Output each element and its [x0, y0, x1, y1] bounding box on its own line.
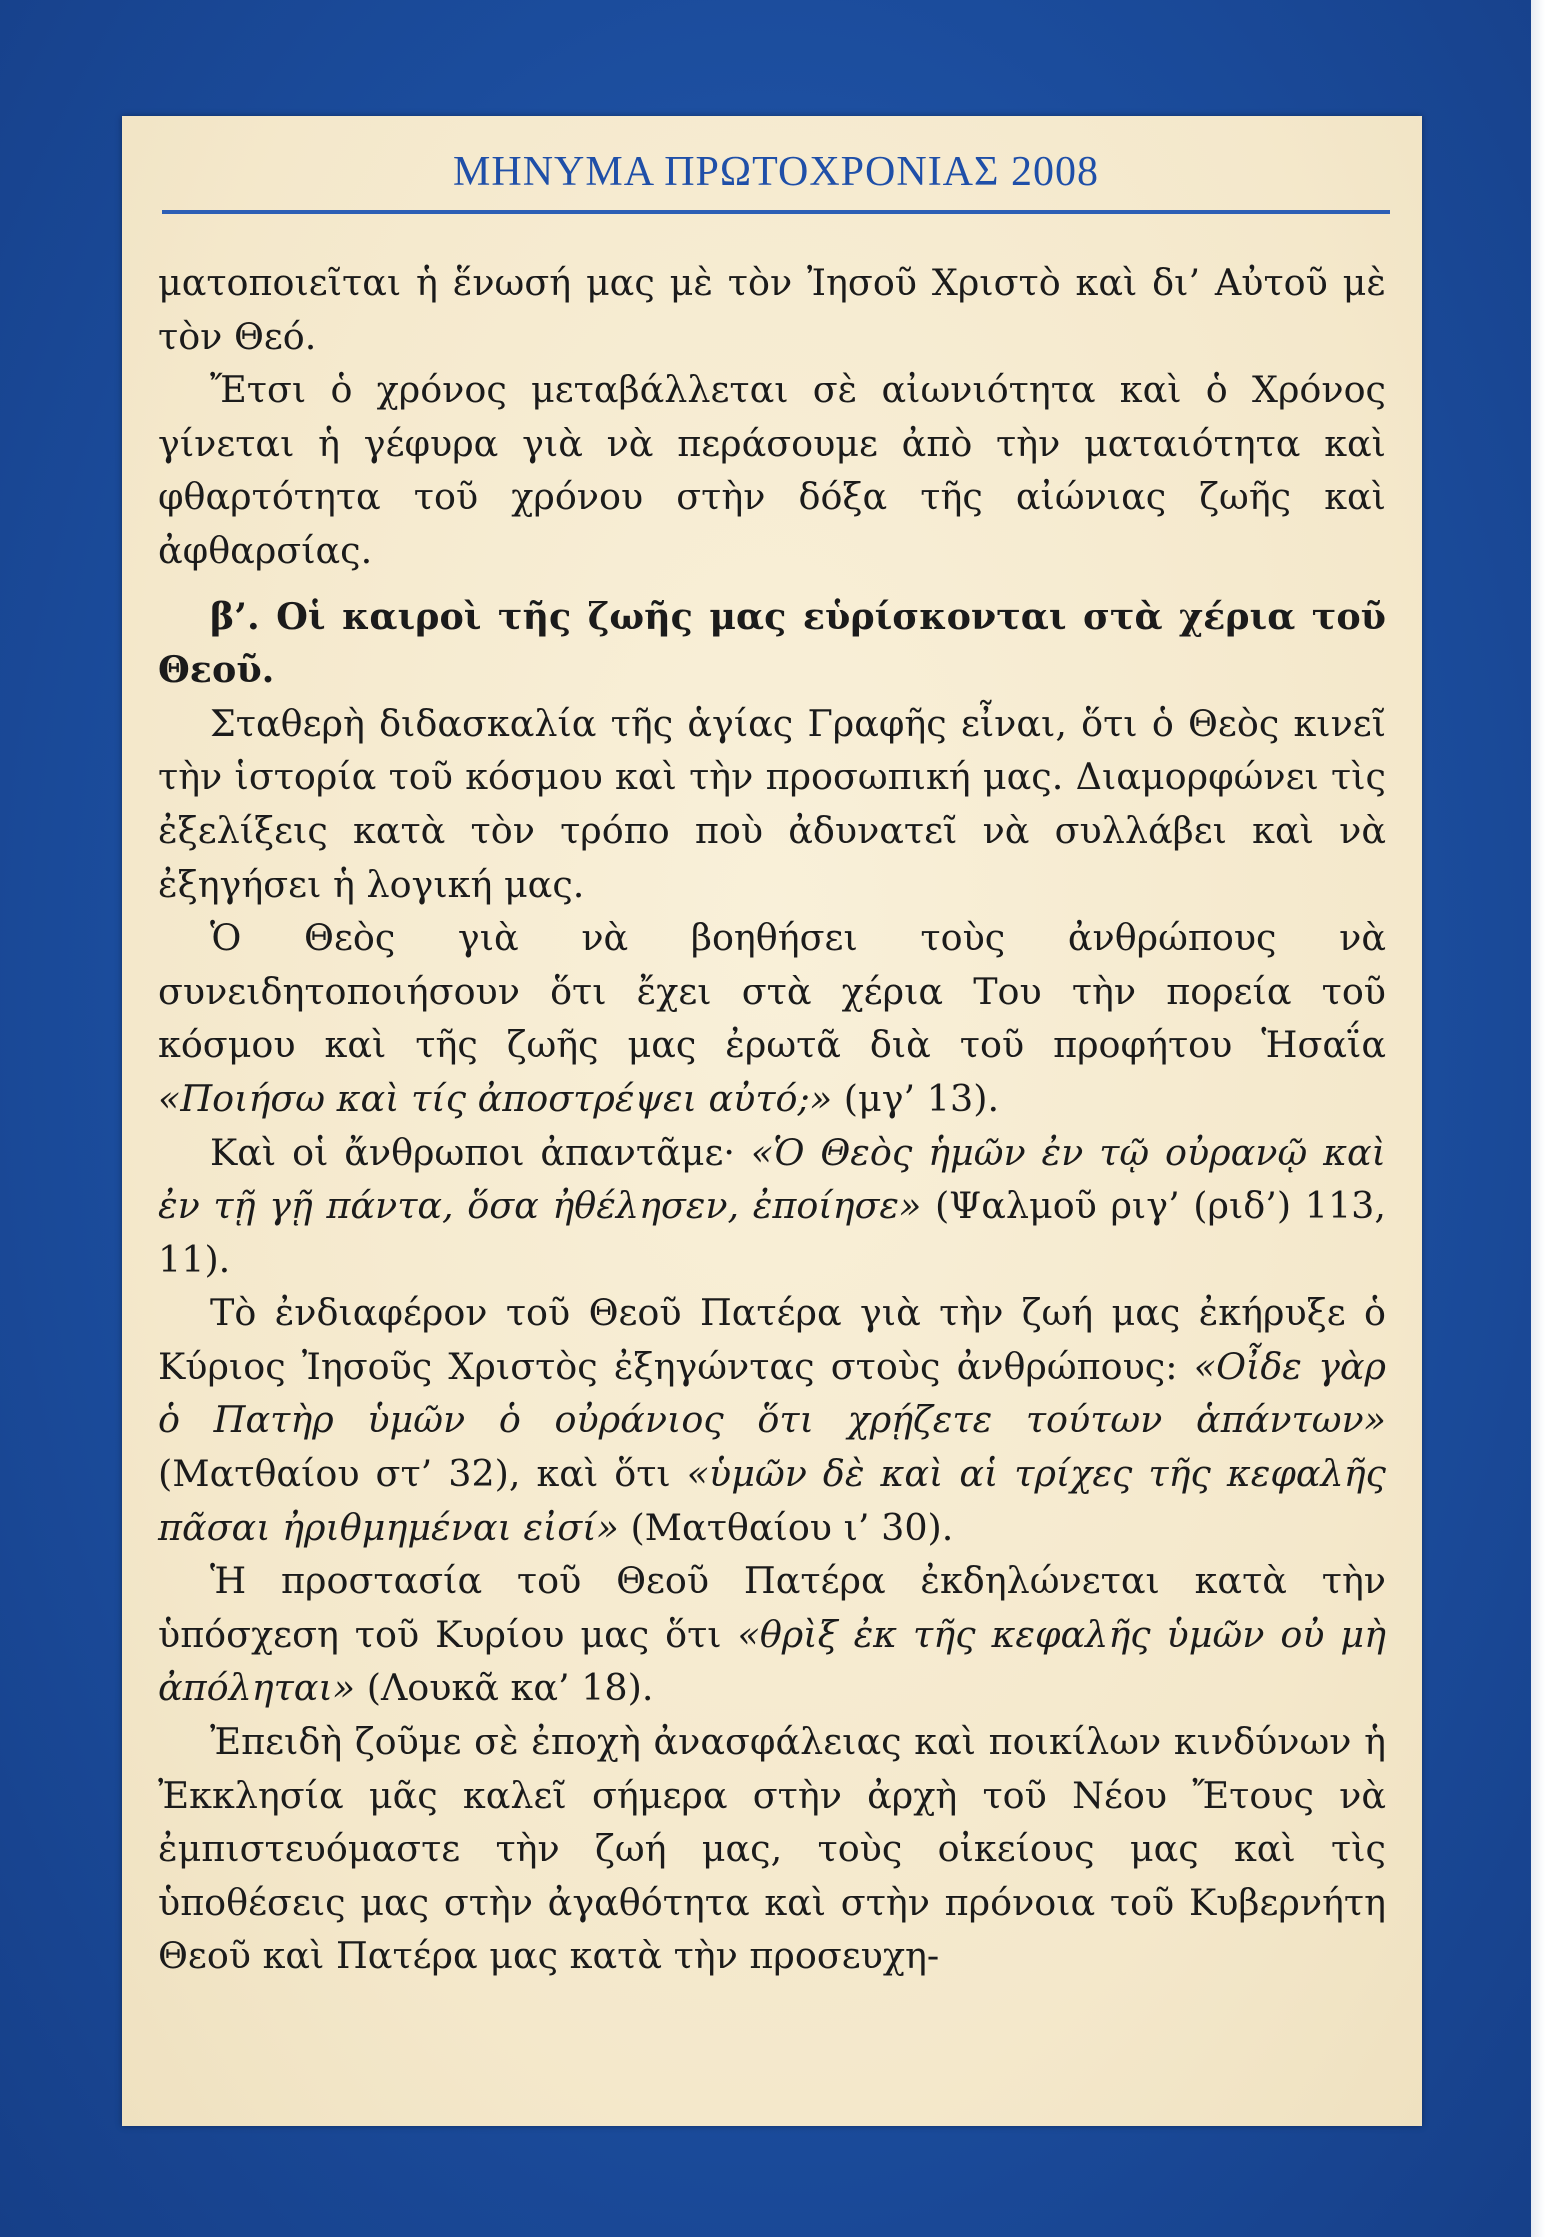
paragraph: [158, 1286, 1386, 1554]
text-run: Ἔτσι ὁ χρόνος μεταβάλλεται σὲ αἰωνιότητα καὶ ὁ Χρόνος γίνεται ἡ γέφυρα γιὰ νὰ περάσουμε ἀπὸ τὴν ματαιότητα καὶ φθαρτότητα τοῦ χρόνου στὴν δόξα τῆς αἰώνιας ζωῆς καὶ ἀφθαρσίας.: [158, 368, 1386, 572]
quote-text: «Οἶδε γὰρ ὁ Πατὴρ ὑμῶν ὁ οὐράνιος ὅτι χρῄζετε τούτων ἁπάντων»: [158, 1344, 1386, 1442]
paragraph: [158, 363, 1386, 577]
page-edge: [1531, 0, 1545, 2237]
quote-text: «Ὁ Θεὸς ἡμῶν ἐν τῷ οὐρανῷ καὶ ἐν τῇ γῇ πάντα, ὅσα ἠθέλησεν, ἐποίησε»: [158, 1130, 1386, 1228]
text-run: (Ματθαίου ι’ 30).: [618, 1505, 954, 1549]
page-title: ΜΗΝΥΜΑ ΠΡΩΤΟΧΡΟΝΙΑΣ 2008: [453, 149, 1099, 195]
paragraph: [158, 1554, 1386, 1715]
document-page: [122, 116, 1422, 2126]
quote-text: «ὑμῶν δὲ καὶ αἱ τρίχες τῆς κεφαλῆς πᾶσαι ἠριθμημέναι εἰσί»: [158, 1452, 1386, 1549]
text-run: (Λουκᾶ κα’ 18).: [355, 1666, 654, 1710]
paragraph: [158, 1126, 1386, 1287]
paragraph: [158, 1715, 1386, 1983]
section-heading: [158, 590, 1386, 697]
paragraph: [158, 256, 1386, 363]
text-run: Καὶ οἱ ἄνθρωποι ἀπαντᾶμε·: [210, 1130, 751, 1174]
text-run: Ὁ Θεὸς γιὰ νὰ βοηθήσει τοὺς ἀνθρώπους νὰ συνειδητοποιήσουν ὅτι ἔχει στὰ χέρια Του τὴν πορεία τοῦ κόσμου καὶ τῆς ζωῆς μας ἐρωτᾶ διὰ τοῦ προφήτου Ἡσαΐα: [158, 916, 1386, 1067]
quote-text: «θρὶξ ἐκ τῆς κεφαλῆς ὑμῶν οὐ μὴ ἀπόληται»: [158, 1612, 1386, 1710]
paragraph: [158, 911, 1386, 1125]
body-text: [158, 256, 1386, 1983]
text-run: ματοποιεῖται ἡ ἕνωσή μας μὲ τὸν Ἰησοῦ Χριστὸ καὶ δι’ Αὐτοῦ μὲ τὸν Θεό.: [158, 261, 1386, 358]
text-run: (Ψαλμοῦ ριγ’ (ριδ’) 113, 11).: [158, 1184, 1386, 1281]
text-run: (Ματθαίου στ’ 32), καὶ ὅτι: [158, 1452, 687, 1496]
text-run: Ἡ προστασία τοῦ Θεοῦ Πατέρα ἐκδηλώνεται κατὰ τὴν ὑπόσχεση τοῦ Κυρίου μας ὅτι: [158, 1559, 1386, 1656]
text-run: (μγ’ 13).: [832, 1076, 1000, 1120]
paragraph: [158, 697, 1386, 911]
text-run: β’. Οἱ καιροὶ τῆς ζωῆς μας εὑρίσκονται στὰ χέρια τοῦ Θεοῦ.: [158, 594, 1386, 692]
quote-text: «Ποιήσω καὶ τίς ἀποστρέψει αὐτό;»: [158, 1076, 833, 1120]
header-rule: [162, 210, 1390, 214]
text-run: Ἐπειδὴ ζοῦμε σὲ ἐποχὴ ἀνασφάλειας καὶ ποικίλων κινδύνων ἡ Ἐκκλησία μᾶς καλεῖ σήμερα στὴν ἀρχὴ τοῦ Νέου Ἔτους νὰ ἐμπιστευόμαστε τὴν ζωή μας, τοὺς οἰκείους μας καὶ τὶς ὑποθέσεις μας στὴν ἀγαθότητα καὶ στὴν πρόνοια τοῦ Κυβερνήτη Θεοῦ καὶ Πατέρα μας κατὰ τὴν προσευχη-: [158, 1720, 1386, 1978]
text-run: Σταθερὴ διδασκαλία τῆς ἁγίας Γραφῆς εἶναι, ὅτι ὁ Θεὸς κινεῖ τὴν ἱστορία τοῦ κόσμου καὶ τὴν προσωπική μας. Διαμορφώνει τὶς ἐξελίξεις κατὰ τὸν τρόπο ποὺ ἀδυνατεῖ νὰ συλλάβει καὶ νὰ ἐξηγήσει ἡ λογική μας.: [158, 701, 1386, 906]
text-run: Τὸ ἐνδιαφέρον τοῦ Θεοῦ Πατέρα γιὰ τὴν ζωή μας ἐκήρυξε ὁ Κύριος Ἰησοῦς Χριστὸς ἐξηγώντας στοὺς ἀνθρώπους:: [158, 1291, 1386, 1388]
page-header: [162, 144, 1390, 214]
